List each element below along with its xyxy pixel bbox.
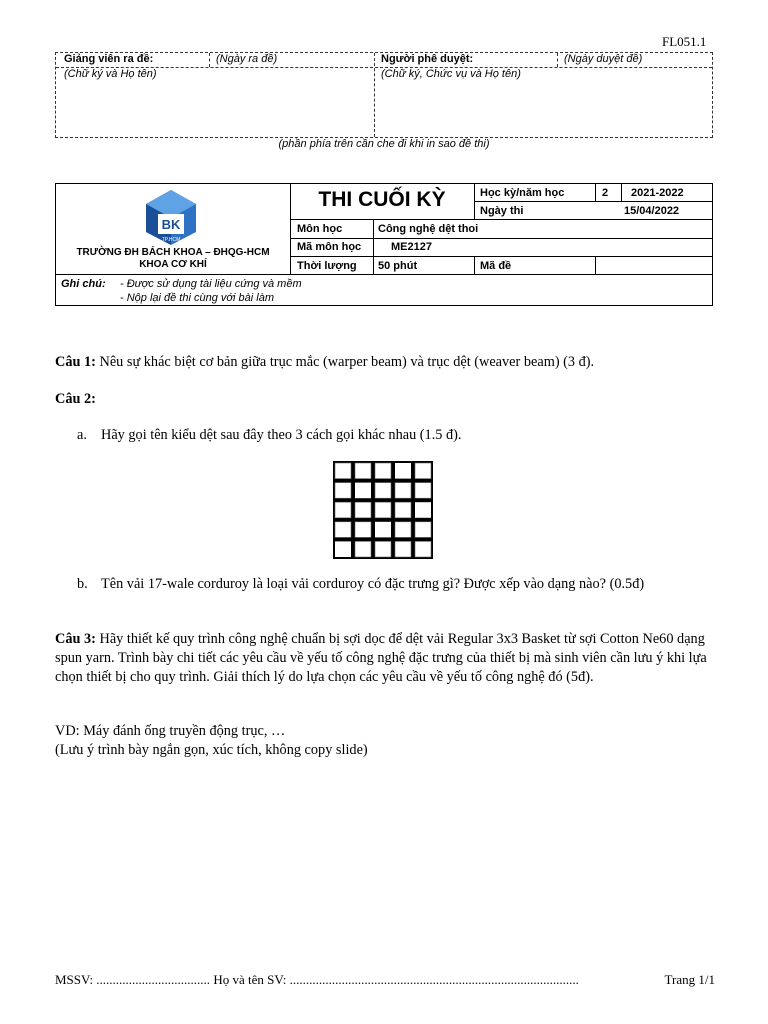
exam-date-label: (Ngày ra đề) [216,53,278,65]
weave-cell-down [355,463,371,479]
weave-cell-down [355,502,371,518]
question-2a-marker: a. [77,427,87,443]
question-3-text: Hãy thiết kế quy trình công nghệ chuẩn bị sợi dọc để dệt vải Regular 3x3 Basket từ sợi Cotton Ne60 dạng spun yarn. Trình bày chi tiết các yêu cầu về yếu tố công nghệ đặc trưng của thiết bị mà sinh viên cần lưu ý khi lựa chọn thiết bị cho quy trình. Giải thích lý do lựa chọn các yêu cầu về yếu tố công nghệ đó (5đ). [55,631,707,685]
weave-cell-up [415,502,431,518]
question-2-label: Câu 2: [55,391,96,407]
weave-cell-up [375,522,391,538]
weave-cell-up [395,463,411,479]
duration-value: 50 phút [378,260,418,272]
approver-sign-hint: (Chữ ký, Chức vụ và Họ tên) [381,68,521,80]
note-item: - Nộp lại đề thi cùng với bài làm [120,292,274,304]
weave-cell-down [375,541,391,557]
question-1-label: Câu 1: [55,354,96,370]
school-name: TRƯỜNG ĐH BÁCH KHOA – ĐHQG-HCM [76,247,270,258]
approval-box [55,52,713,138]
weave-cell-down [335,463,351,479]
question-2a-text: Hãy gọi tên kiểu dệt sau đây theo 3 cách gọi khác nhau (1.5 đ). [101,427,462,443]
weave-cell-down [375,483,391,499]
weave-cell-down [355,541,371,557]
print-note: (phần phía trên cần che đi khi in sao đề thi) [278,138,490,150]
footer [55,972,715,988]
weave-cell-down [415,522,431,538]
form-code: FL051.1 [662,34,707,49]
logo-text: BK [161,217,181,232]
weave-cell-down [415,463,431,479]
weave-cell-down [395,483,411,499]
logo-subtext: TP.HCM [161,237,181,243]
student-name-field: Họ và tên SV: ......................................................................................... [213,972,579,987]
course-code-label: Mã môn học [297,241,362,253]
lecturer-label: Giảng viên ra đề: [64,53,154,65]
weave-cell-down [415,541,431,557]
question-1 [55,353,720,372]
approve-date-label: (Ngày duyệt đề) [564,53,643,65]
course-code-value: ME2127 [391,241,432,253]
faculty-name: KHOA CƠ KHÍ [139,259,207,270]
semester-label: Học kỳ/năm học [480,187,565,199]
weave-cell-down [335,522,351,538]
weave-cell-down [375,502,391,518]
exam-header-table [55,183,713,306]
lecturer-sign-hint: (Chữ ký và Họ tên) [64,68,157,80]
exam-code-label: Mã đề [480,260,512,272]
example-line: VD: Máy đánh ống truyền động trục, … [55,723,286,739]
subject-value: Công nghệ dệt thoi [378,223,479,235]
weave-cell-up [335,541,351,557]
question-1-text: Nêu sự khác biệt cơ bản giữa trục mắc (warper beam) và trục dệt (weaver beam) (3 đ). [95,354,595,370]
weave-cell-down [355,522,371,538]
exam-title: THI CUỐI KỲ [318,188,446,211]
question-3-label: Câu 3: [55,631,96,647]
year-value: 2021-2022 [631,187,684,199]
weave-cell-down [395,502,411,518]
weave-cell-down [335,502,351,518]
notes-label: Ghi chú: [61,278,106,290]
question-2b-text: Tên vải 17-wale corduroy là loại vải corduroy có đặc trưng gì? Được xếp vào dạng nào? (0.5đ) [101,576,645,592]
question-2b-marker: b. [77,576,88,592]
semester-value: 2 [602,187,609,199]
weave-cell-up [355,483,371,499]
student-id-field: MSSV: ................................... [55,972,211,987]
weave-cell-down [395,541,411,557]
exam-date-value: 15/04/2022 [624,205,680,217]
weave-cell-down [415,483,431,499]
weave-cell-down [335,483,351,499]
page-number: Trang 1/1 [664,972,715,987]
subject-label: Môn học [297,223,343,235]
duration-label: Thời lượng [297,260,357,272]
exam-date-label: Ngày thi [480,205,524,217]
note-item: - Được sử dụng tài liệu cứng và mềm [120,278,302,290]
weave-cell-down [375,463,391,479]
approver-label: Người phê duyệt: [381,53,474,65]
remark-line: (Lưu ý trình bày ngắn gọn, xúc tích, không copy slide) [55,742,368,758]
question-3 [55,630,720,687]
weave-cell-down [395,522,411,538]
bk-logo-icon [142,188,200,246]
weave-pattern-diagram [333,461,433,559]
